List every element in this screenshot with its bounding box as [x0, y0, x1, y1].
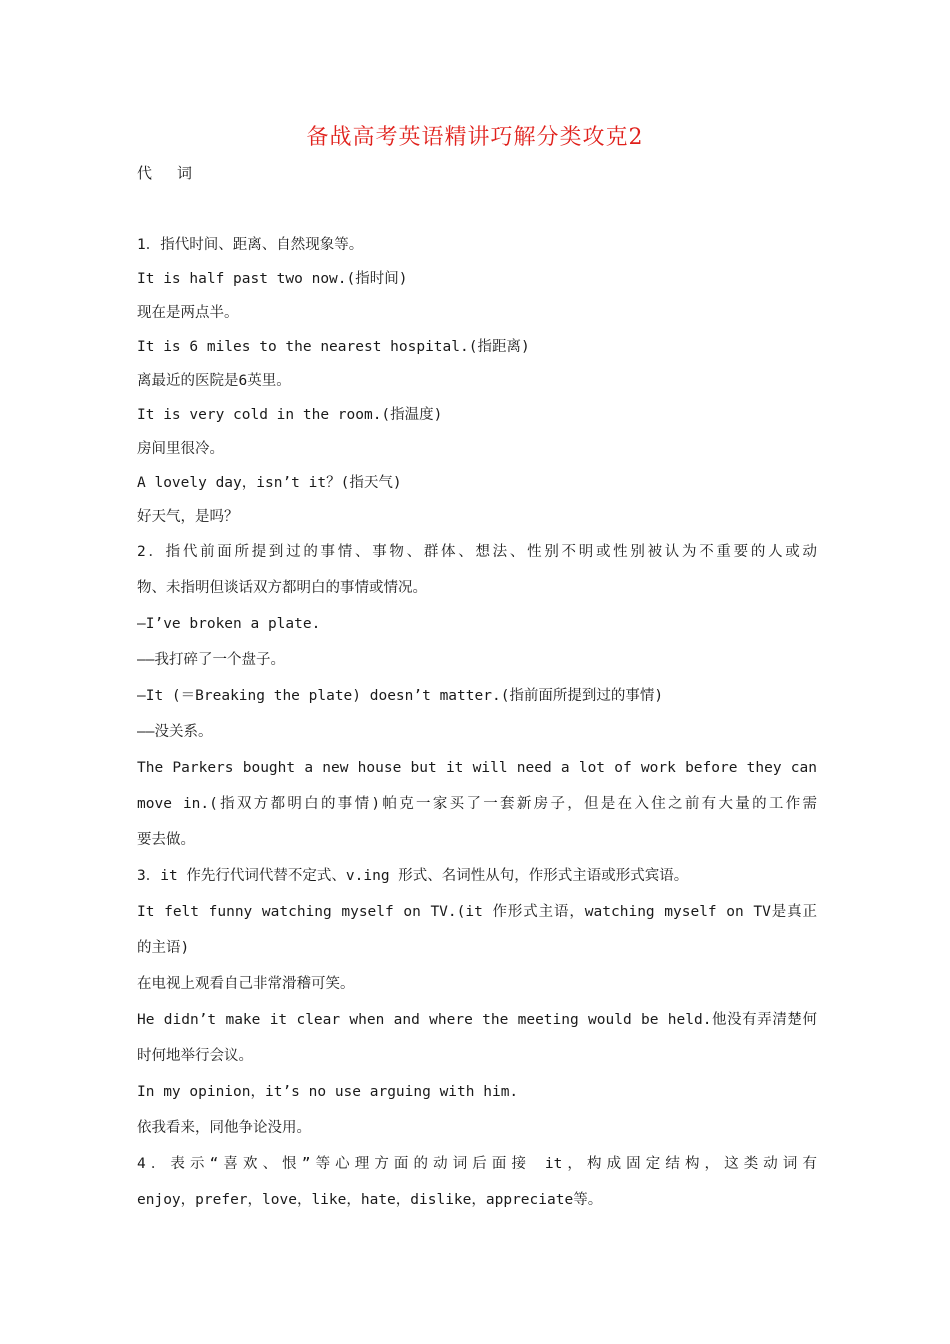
text-line: It felt funny watching myself on TV.(it 作形式主语，watching myself on TV是真正: [137, 904, 817, 920]
text-line: 4．表示“喜欢、恨”等心理方面的动词后面接 it，构成固定结构，这类动词有: [137, 1156, 817, 1172]
text-line: 2．指代前面所提到过的事情、事物、群体、想法、性别不明或性别被认为不重要的人或动: [137, 544, 817, 560]
text-line: 依我看来，同他争论没用。: [137, 1120, 311, 1136]
text-line: It is very cold in the room.(指温度): [137, 407, 443, 423]
text-line: He didn’t make it clear when and where the meeting would be held.他没有弄清楚何: [137, 1012, 817, 1028]
text-line: 在电视上观看自己非常滑稽可笑。: [137, 976, 355, 992]
text-line: 离最近的医院是6英里。: [137, 373, 291, 389]
document-body: [137, 228, 817, 1218]
text-line: In my opinion，it’s no use arguing with him.: [137, 1084, 519, 1100]
text-line: ——我打碎了一个盘子。: [137, 652, 285, 668]
text-line: 房间里很冷。: [137, 441, 224, 457]
text-line: —I’ve broken a plate.: [137, 616, 321, 632]
section-heading: 代 词: [137, 164, 201, 182]
document-title: 备战高考英语精讲巧解分类攻克2: [306, 125, 644, 150]
text-line: ——没关系。: [137, 724, 213, 740]
text-line: enjoy，prefer，love，like，hate，dislike，appreciate等。: [137, 1192, 603, 1208]
text-line: 物、未指明但谈话双方都明白的事情或情况。: [137, 580, 427, 596]
text-line: 现在是两点半。: [137, 305, 239, 321]
text-line: 1．指代时间、距离、自然现象等。: [137, 237, 364, 253]
text-line: 时何地举行会议。: [137, 1048, 253, 1064]
text-line: A lovely day，isn’t it？(指天气): [137, 475, 402, 491]
text-line: The Parkers bought a new house but it will need a lot of work before they can: [137, 760, 817, 776]
text-line: 好天气，是吗？: [137, 509, 239, 525]
text-line: 要去做。: [137, 832, 195, 848]
text-line: It is half past two now.(指时间): [137, 271, 408, 287]
text-line: —It (＝Breaking the plate) doesn’t matter.(指前面所提到过的事情): [137, 688, 664, 704]
text-line: 3．it 作先行代词代替不定式、v.ing 形式、名词性从句，作形式主语或形式宾语。: [137, 868, 689, 884]
text-line: move in.(指双方都明白的事情)帕克一家买了一套新房子，但是在入住之前有大量的工作需: [137, 796, 817, 812]
text-line: 的主语): [137, 940, 190, 956]
text-line: It is 6 miles to the nearest hospital.(指距离): [137, 339, 530, 355]
